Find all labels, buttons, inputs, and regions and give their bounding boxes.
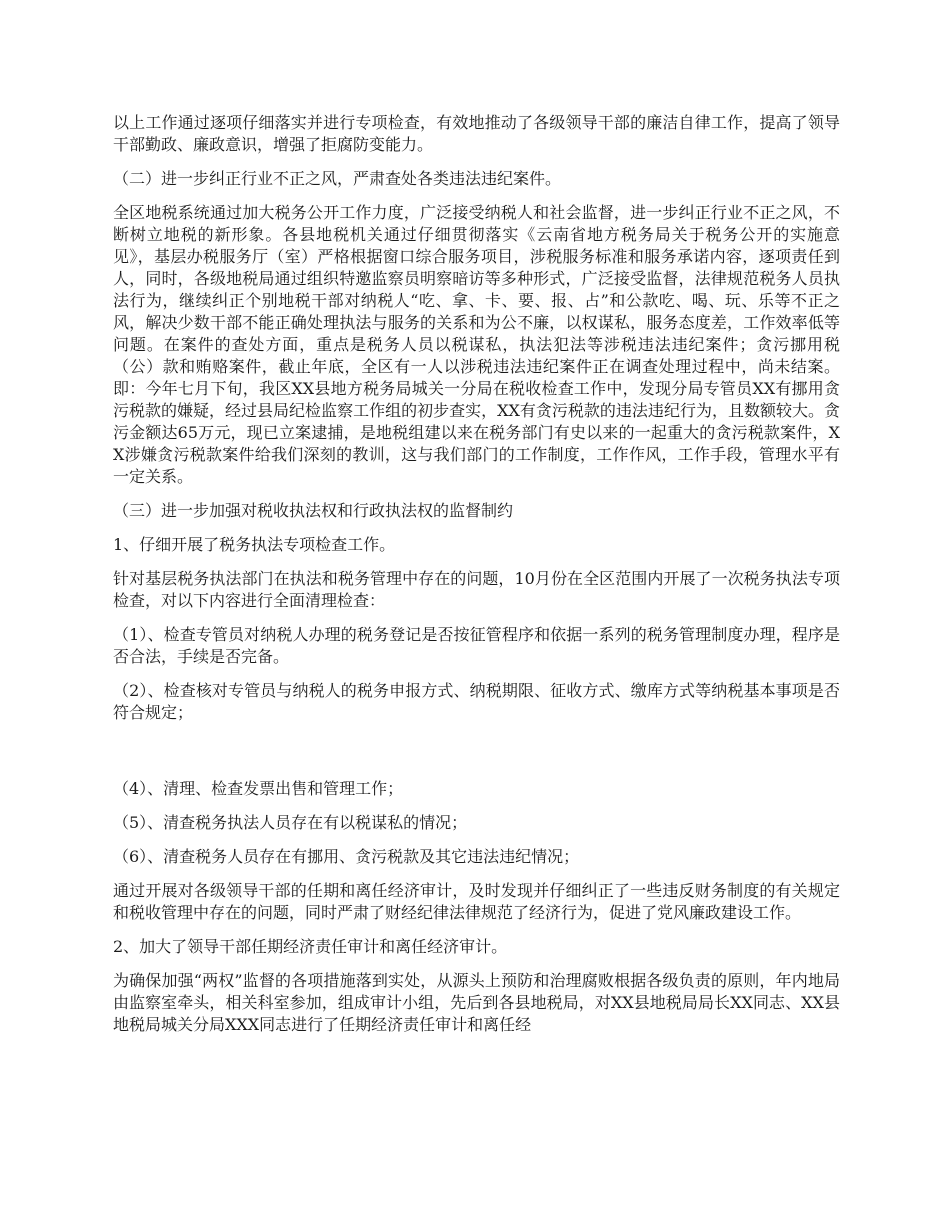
document-page: [113, 112, 840, 1048]
paragraph-audit-body: 为确保加强“两权”监督的各项措施落到实处，从源头上预防和治理腐败根据各级负责的原则，年内地局由监察室牵头，相关科室参加，组成审计小组，先后到各县地税局，对XX县地税局局长XX同志、XX县地税局城关分局XXX同志进行了任期经济责任审计和离任经: [113, 971, 840, 1034]
list-item-5: （5）、清查税务执法人员存在有以税谋私的情况；: [113, 813, 468, 832]
blank-gap: [113, 736, 840, 778]
list-item-2: （2）、检查核对专管员与纳税人的税务申报方式、纳税期限、征收方式、缴库方式等纳税基本事项是否符合规定；: [113, 681, 840, 722]
paragraph-intro: 以上工作通过逐项仔细落实并进行专项检查，有效地推动了各级领导干部的廉洁自律工作，提高了领导干部勤政、廉政意识，增强了拒腐防变能力。: [113, 113, 840, 154]
subheading-2: 2、加大了领导干部任期经济责任审计和离任经济审计。: [113, 937, 508, 956]
paragraph-section-2-body: 全区地税系统通过加大税务公开工作力度，广泛接受纳税人和社会监督，进一步纠正行业不正之风，不断树立地税的新形象。各县地税机关通过仔细贯彻落实《云南省地方税务局关于税务公开的实施意见》，基层办税服务厅（室）严格根据窗口综合服务项目，涉税服务标准和服务承诺内容，逐项责任到人，同时，各级地税局通过组织特邀监察员明察暗访等多种形式，广泛接受监督，法律规范税务人员执法行为，继续纠正个别地税干部对纳税人“吃、拿、卡、要、报、占”和公款吃、喝、玩、乐等不正之风，解决少数干部不能正确处理执法与服务的关系和为公不廉，以权谋私，服务态度差，工作效率低等问题。在案件的查处方面，重点是税务人员以税谋私，执法犯法等涉税违法违纪案件；贪污挪用税（公）款和贿赂案件，截止年底，全区有一人以涉税违法违纪案件正在调查处理过程中，尚未结案。即：今年七月下旬，我区XX县地方税务局城关一分局在税收检查工作中，发现分局专管员XX有挪用贪污税款的嫌疑，经过县局纪检监察工作组的初步查实，XX有贪污税款的违法违纪行为，且数额较大。贪污金额达65万元，现已立案逮捕，是地税组建以来在税务部门有史以来的一起重大的贪污税款案件，XX涉嫌贪污税款案件给我们深刻的教训，这与我们部门的工作制度，工作作风，工作手段，管理水平有一定关系。: [113, 203, 840, 486]
paragraph-inspection-intro: 针对基层税务执法部门在执法和税务管理中存在的问题，10月份在全区范围内开展了一次税务执法专项检查，对以下内容进行全面清理检查：: [113, 569, 840, 610]
list-item-4: （4）、清理、检查发票出售和管理工作；: [113, 779, 404, 798]
list-item-6: （6）、清查税务人员存在有挪用、贪污税款及其它违法违纪情况；: [113, 847, 580, 866]
subheading-1: 1、仔细开展了税务执法专项检查工作。: [113, 535, 396, 554]
list-item-1: （1）、检查专管员对纳税人办理的税务登记是否按征管程序和依据一系列的税务管理制度办理，程序是否合法，手续是否完备。: [113, 625, 840, 666]
paragraph-audit-result: 通过开展对各级领导干部的任期和离任经济审计，及时发现并仔细纠正了一些违反财务制度的有关规定和税收管理中存在的问题，同时严肃了财经纪律法律规范了经济行为，促进了党风廉政建设工作。: [113, 881, 840, 922]
section-heading-2: （二）进一步纠正行业不正之风，严肃查处各类违法违纪案件。: [113, 169, 562, 188]
section-heading-3: （三）进一步加强对税收执法权和行政执法权的监督制约: [113, 501, 514, 520]
